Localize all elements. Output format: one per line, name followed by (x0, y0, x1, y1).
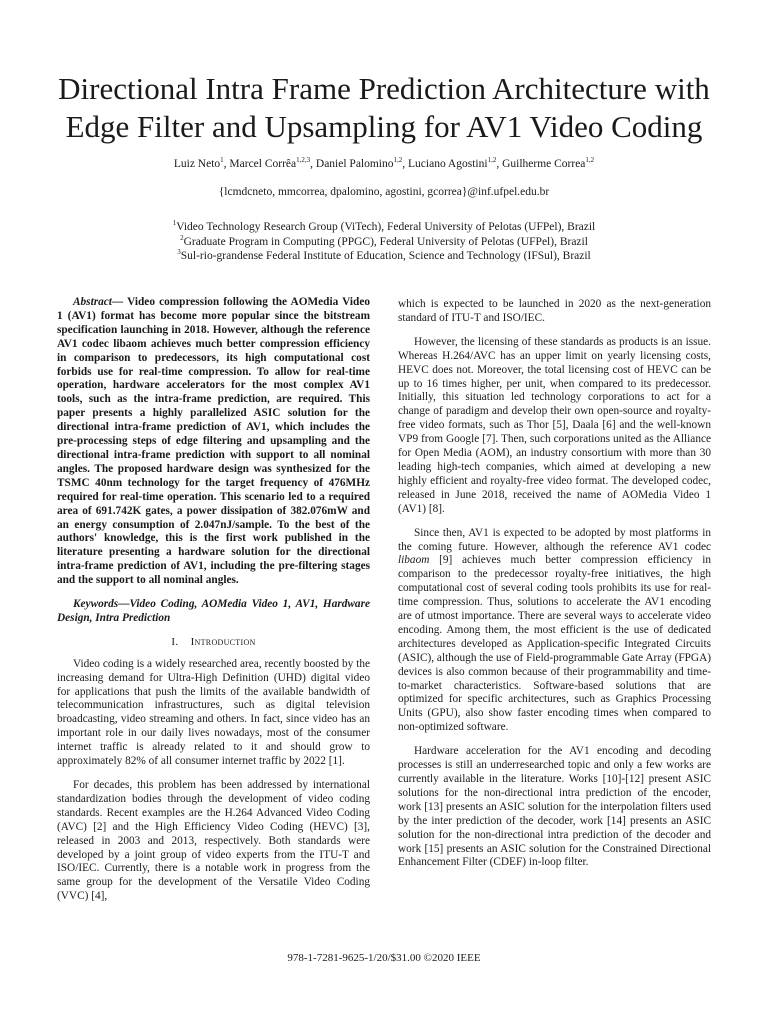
title-line-2: Edge Filter and Upsampling for AV1 Video Coding (65, 109, 703, 144)
body-paragraph: However, the licensing of these standards as products is an issue. Whereas H.264/AVC has an upper limit on yearly licensing costs, HEVC does not. Moreover, the total licensing cost of HEVC can be up to 16 times higher, per unit, when compared to its predecessor. Initially, this situation led technology corporations to act for a change of paradigm and develop their own open-source and royalty-free video formats, such as Thor [5], Daala [6] and the well-known VP9 from Google [7]. Then, such corporations united as the Alliance for Open Media (AOM), an industry consortium with more than 30 leading high-tech companies, which aimed at developing a new highly efficient and royalty-free video format. The developed codec, released in June 2018, received the name of AOMedia Video 1 (AV1) [8]. (398, 335, 711, 515)
body-paragraph: which is expected to be launched in 2020 as the next-generation standard of ITU-T and ISO/IEC. (398, 298, 711, 324)
affil-text: Sul-rio-grandense Federal Institute of Education, Science and Technology (IFSul), Brazil (180, 250, 591, 262)
title-line-1: Directional Intra Frame Prediction Architecture with (58, 71, 710, 106)
author-name: Daniel Palomino (315, 158, 394, 170)
author-affil-sup: 1,2 (393, 156, 403, 165)
body-paragraph: For decades, this problem has been addressed by international standardization bodies through the development of video coding standards. Recent examples are the H.264 Advanced Video Coding (AVC) [2] and the High Efficiency Video Coding (HEVC) [3], released in 2003 and 2013, respectively. Both standards were developed by a joint group of video experts from the ITU-T and ISO/IEC. Currently, there is a notable work in progress from the same group for the development of the Versatile Video Coding (VVC) [4], (57, 779, 370, 903)
author-name: Luciano Agostini (408, 158, 488, 170)
keywords: Keywords—Video Coding, AOMedia Video 1, AV1, Hardware Design, Intra Prediction (57, 598, 370, 624)
copyright-footer: 978-1-7281-9625-1/20/$31.00 ©2020 IEEE (287, 952, 481, 964)
author-affil-sup: 1,2 (487, 156, 497, 165)
affil-text: Graduate Program in Computing (PPGC), Federal University of Pelotas (UFPel), Brazil (183, 235, 588, 248)
abstract-lead: Abstract— (73, 296, 124, 308)
author-emails: {lcmdcneto, mmcorrea, dpalomino, agostini, gcorrea}@inf.ufpel.edu.br (218, 186, 550, 198)
body-text: Since then, AV1 is expected to be adopted by most platforms in the coming future. However, although the reference AV1 codec (398, 526, 711, 553)
section-title: Introduction (190, 635, 256, 648)
affiliation-item (40, 220, 728, 235)
affil-sup: 1 (172, 219, 177, 228)
right-column (398, 298, 711, 880)
left-column (57, 296, 370, 914)
author-affil-sup: 1,2,3 (296, 156, 311, 165)
body-paragraph (398, 527, 711, 736)
author-affil-sup: 1,2 (585, 156, 595, 165)
affil-text: Video Technology Research Group (ViTech), Federal University of Pelotas (UFPel), Brazil (176, 221, 596, 233)
affil-sup: 3 (177, 248, 181, 257)
abstract-text: Video compression following the AOMedia Video 1 (AV1) format has become more popular since the bitstream specification launching in 2018. However, although the reference AV1 codec libaom achieves much better compression efficiency in comparison to predecessors, its high computational cost forbids use for real-time compression. To allow for real-time operation, hardware accelerators for the most complex AV1 tools, such as the intra-frame prediction, are required. This paper presents a highly parallelized ASIC solution for the directional intra-frame prediction of AV1, which includes the pre-processing steps of edge filtering and upsampling and the directional intra-frame prediction with support to all nominal angles. The proposed hardware design was synthesized for the TSMC 40nm technology for the target frequency of 476MHz required for real-time operation. This scenario led to a required area of 691.742K gates, a power dissipation of 382.076mW and an energy consumption of 2.047nJ/sample. To the best of the authors' knowledge, this is the first work published in the literature presenting a hardware solution for the directional intra-frame prediction of AV1, including the pre-filtering stages and the support to all nominal angles. (57, 296, 370, 587)
author-name: Luiz Neto (173, 158, 221, 170)
author-list: Luiz Neto$^1$, Marcel Corrêa$^{1,2,3}$, Daniel Palomino$^{1,2}$, Luciano Agostini$^{1,2}$, Guilherme Correa$^{1,2}$ (173, 156, 595, 170)
body-text: [9] achieves much better compression efficiency in comparison to the predecessor royalty-free initiatives, the high computational cost of several coding tools prohibits its use for real-time compression. Thus, solutions to accelerate the AV1 encoding are of utmost importance. There are several ways to accelerate video encoding. Among them, the most efficient is the use of dedicated architectures developed as Application-specific Integrated Circuits (ASIC), although the use of Field-programmable Gate Array (FPGA) devices is also common because of their programmability and time-to-market characteristics. Software-based solutions that are optimized for specific architectures, such as Graphics Processing Units (GPU), also show faster encoding times when compared to non-optimized software. (398, 554, 711, 734)
author-affil-sup: 1 (220, 156, 224, 165)
section-number: I. (171, 635, 179, 648)
author-name: Marcel Corrêa (229, 158, 297, 170)
affiliation-list (40, 220, 728, 264)
section-heading (57, 636, 370, 650)
affiliation-item (40, 249, 728, 264)
affil-sup: 2 (180, 233, 184, 242)
body-paragraph: Hardware acceleration for the AV1 encoding and decoding processes is still an underresearched topic and only a few works are currently available in the literature. Works [10]-[12] present ASIC solutions for the non-directional intra prediction of the encoder, work [13] presents an ASIC solution for the interpolation filters used by the inter prediction of the decoder, work [14] presents an ASIC solution for the non-directional intra prediction of the decoder and work [15] presents an ASIC solution for the Constrained Directional Enhancement Filter (CDEF) in-loop filter. (398, 745, 711, 869)
codec-name: libaom (398, 554, 430, 567)
body-paragraph: Video coding is a widely researched area, recently boosted by the increasing demand for Ultra-High Definition (UHD) digital video for applications that push the limits of the available bandwidth of telecommunication infrastructures, such as digital television broadcasting, video streaming and others. In fact, since video has an important role in our daily lives nowadays, most of the consumer internet traffic is already related to it and should grow to approximately 82% of all consumer internet traffic by 2022 [1]. (57, 657, 370, 768)
author-name: Guilherme Correa (502, 158, 586, 170)
affiliation-item (40, 235, 728, 250)
paper-title (40, 70, 728, 146)
abstract (57, 296, 370, 588)
